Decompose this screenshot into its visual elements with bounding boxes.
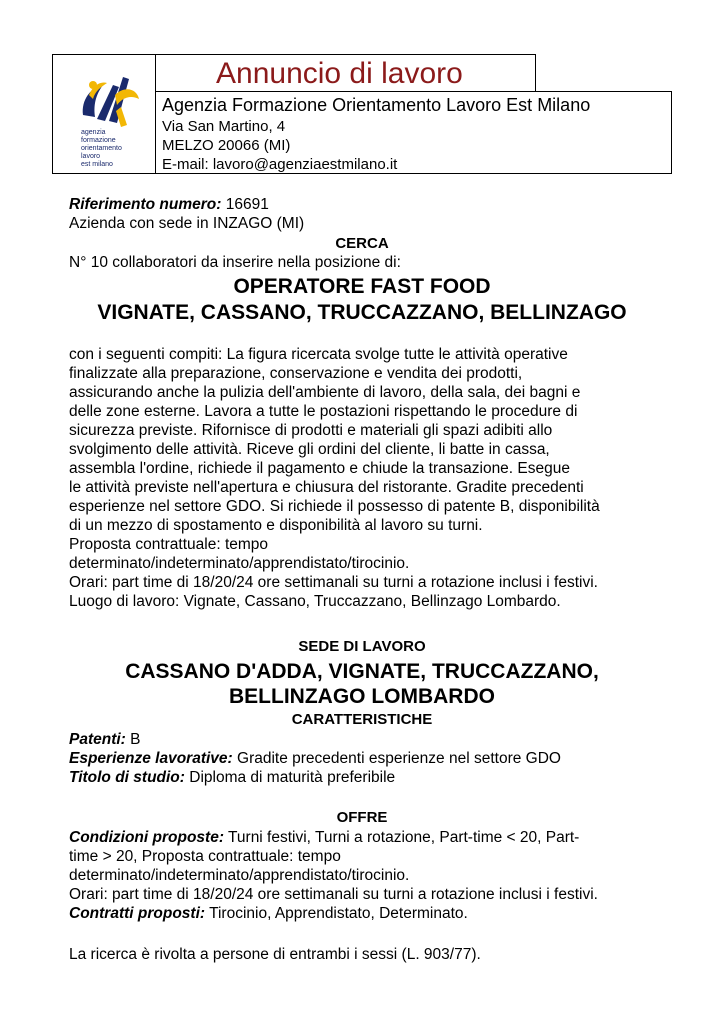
reference-label: Riferimento numero: <box>69 196 222 213</box>
description-line: con i seguenti compiti: La figura ricercata svolge tutte le attività operative <box>69 346 568 363</box>
logo-text-line: est milano <box>81 161 113 168</box>
description-line: di un mezzo di spostamento e disponibilità al lavoro su turni. <box>69 517 483 534</box>
logo-text-line: agenzia <box>81 129 106 136</box>
titolo-label: Titolo di studio: <box>69 769 185 786</box>
esperienze-value: Gradite precedenti esperienze nel settore GDO <box>237 750 561 767</box>
titolo-line <box>69 768 395 787</box>
reference-line <box>69 195 269 214</box>
description-line: determinato/indeterminato/apprendistato/tirocinio. <box>69 555 410 572</box>
logo-wordmark <box>81 129 122 169</box>
reference-number: 16691 <box>225 196 269 213</box>
description-line: delle zone esterne. Lavora a tutte le postazioni rispettando le procedure di <box>69 403 578 420</box>
offre-heading: OFFRE <box>336 809 388 826</box>
patenti-value: B <box>130 731 141 748</box>
patenti-line <box>69 730 141 749</box>
agency-name: Agenzia Formazione Orientamento Lavoro Est Milano <box>162 95 591 115</box>
caratteristiche-heading: CARATTERISTICHE <box>291 711 433 728</box>
description-line: esperienze nel settore GDO. Si richiede il possesso di patente B, disponibilità <box>69 498 600 515</box>
agency-address: Via San Martino, 4 <box>162 118 286 135</box>
collaborators-line: N° 10 collaboratori da inserire nella posizione di: <box>69 254 401 271</box>
description-line: le attività previste nell'apertura e chiusura del ristorante. Gradite precedenti <box>69 479 584 496</box>
page-title: Annuncio di lavoro <box>216 57 463 90</box>
description-line: svolgimento delle attività. Riceve gli ordini del cliente, li batte in cassa, <box>69 441 550 458</box>
agency-city: MELZO 20066 (MI) <box>162 137 291 154</box>
titolo-value: Diploma di maturità preferibile <box>189 769 396 786</box>
condizioni-label: Condizioni proposte: <box>69 829 224 846</box>
condizioni-line <box>69 828 579 847</box>
esperienze-label: Esperienze lavorative: <box>69 750 233 767</box>
logo-text-line: lavoro <box>81 153 101 160</box>
description-line: Luogo di lavoro: Vignate, Cassano, Truccazzano, Bellinzago Lombardo. <box>69 593 561 610</box>
company-line: Azienda con sede in INZAGO (MI) <box>69 215 305 232</box>
logo-text-line: orientamento <box>81 145 122 152</box>
description-line: sicurezza previste. Rifornisce di prodotti e materiali gli spazi adibiti allo <box>69 422 553 439</box>
cerca-heading: CERCA <box>335 235 389 252</box>
patenti-label: Patenti: <box>69 731 126 748</box>
description-line: Proposta contrattuale: tempo <box>69 536 269 553</box>
contratti-value: Tirocinio, Apprendistato, Determinato. <box>209 905 468 922</box>
condizioni-line-3: determinato/indeterminato/apprendistato/tirocinio. <box>69 867 410 884</box>
description-line: finalizzate alla preparazione, conservazione e vendita dei prodotti, <box>69 365 523 382</box>
esperienze-line <box>69 749 561 768</box>
agency-email: E-mail: lavoro@agenziaestmilano.it <box>162 156 398 173</box>
description-line: Orari: part time di 18/20/24 ore settimanali su turni a rotazione inclusi i festivi. <box>69 574 598 591</box>
condizioni-value: Turni festivi, Turni a rotazione, Part-time < 20, Part- <box>228 829 580 846</box>
position-title: OPERATORE FAST FOOD <box>233 275 491 298</box>
agency-info-cell <box>155 91 672 174</box>
description-line: assembla l'ordine, richiede il pagamento e chiude la transazione. Esegue <box>69 460 570 477</box>
sede-line-2: BELLINZAGO LOMBARDO <box>229 685 495 708</box>
logo-cell <box>52 54 156 174</box>
position-places: VIGNATE, CASSANO, TRUCCAZZANO, BELLINZAGO <box>97 301 627 324</box>
sede-line-1: CASSANO D'ADDA, VIGNATE, TRUCCAZZANO, <box>125 660 599 683</box>
contratti-line <box>69 904 468 923</box>
logo-text-line: formazione <box>81 137 116 144</box>
contratti-label: Contratti proposti: <box>69 905 206 922</box>
condizioni-line-2: time > 20, Proposta contrattuale: tempo <box>69 848 341 865</box>
sede-heading: SEDE DI LAVORO <box>298 638 426 655</box>
title-cell <box>155 54 536 92</box>
equal-opportunity-line: La ricerca è rivolta a persone di entrambi i sessi (L. 903/77). <box>69 946 481 963</box>
description-line: assicurando anche la pulizia dell'ambiente di lavoro, della sala, dei bagni e <box>69 384 581 401</box>
orari-line: Orari: part time di 18/20/24 ore settimanali su turni a rotazione inclusi i festivi. <box>69 886 598 903</box>
